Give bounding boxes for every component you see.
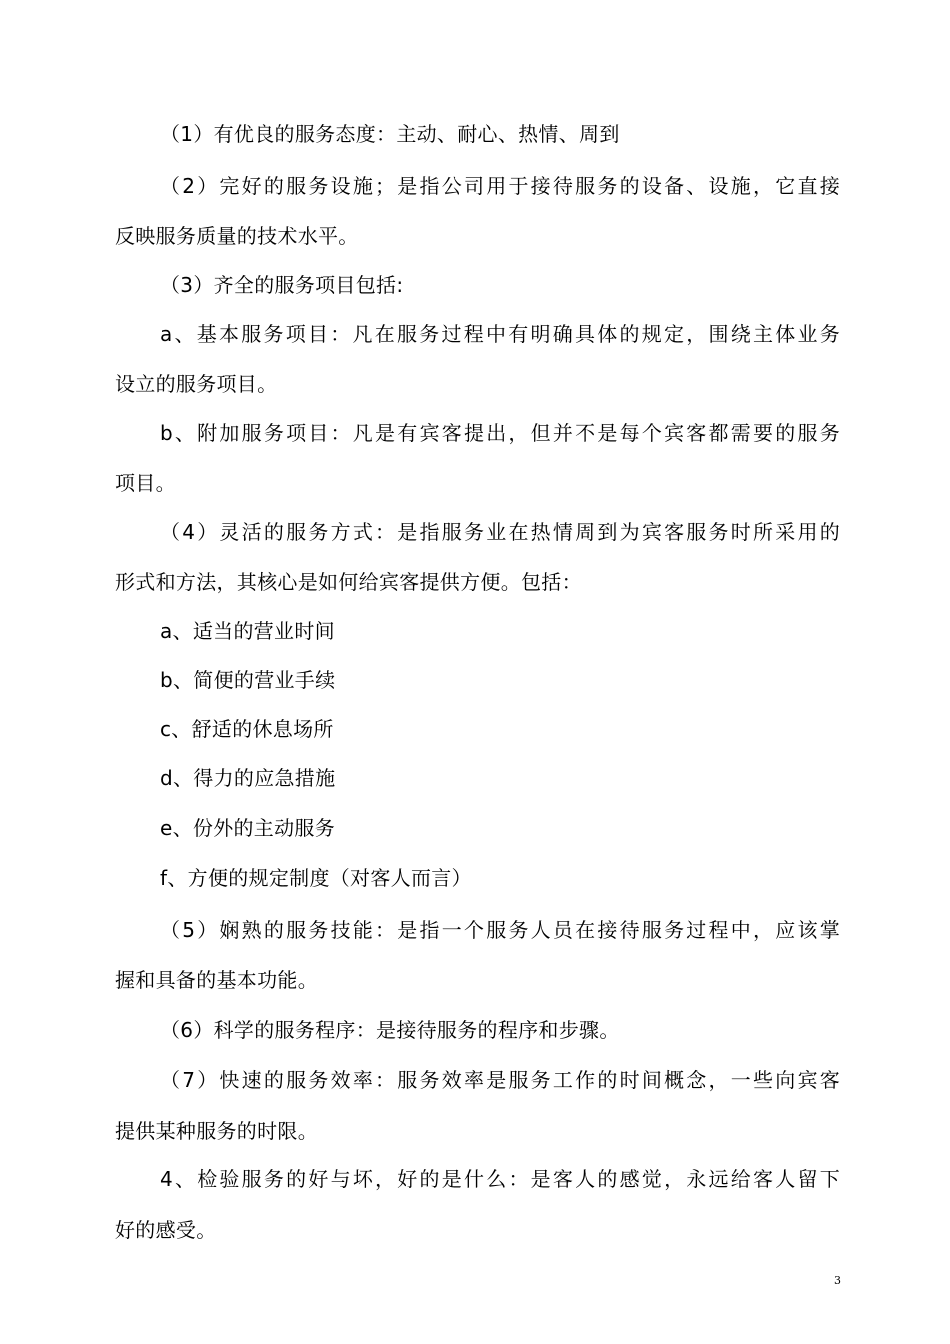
basic-service-items-line-2: 设立的服务项目。 (115, 372, 278, 396)
list-item-convenient-rules: f、方便的规定制度（对客人而言） (160, 866, 472, 890)
paragraph-6-service-procedure: （6）科学的服务程序：是接待服务的程序和步骤。 (160, 1018, 620, 1042)
paragraph-7-service-efficiency-line-2: 提供某种服务的时限。 (115, 1119, 318, 1143)
paragraph-2-service-facilities-line-2: 反映服务质量的技术水平。 (115, 224, 359, 248)
section-4-service-evaluation-line-2: 好的感受。 (115, 1218, 217, 1242)
paragraph-4-service-methods-line-1: （4）灵活的服务方式：是指服务业在热情周到为宾客服务时所采用的 (160, 520, 840, 544)
page-number: 3 (834, 1274, 841, 1287)
list-item-rest-area: c、舒适的休息场所 (160, 717, 334, 741)
list-item-emergency-measures: d、得力的应急措施 (160, 766, 336, 790)
paragraph-1-service-attitude: （1）有优良的服务态度：主动、耐心、热情、周到 (160, 122, 620, 146)
paragraph-5-service-skills-line-1: （5）娴熟的服务技能：是指一个服务人员在接待服务过程中，应该掌 (160, 918, 840, 942)
paragraph-7-service-efficiency-line-1: （7）快速的服务效率：服务效率是服务工作的时间概念，一些向宾客 (160, 1068, 840, 1092)
list-item-business-hours: a、适当的营业时间 (160, 619, 335, 643)
section-4-service-evaluation-line-1: 4、检验服务的好与坏，好的是什么：是客人的感觉，永远给客人留下 (160, 1167, 840, 1191)
list-item-proactive-service: e、份外的主动服务 (160, 816, 336, 840)
additional-service-items-line-2: 项目。 (115, 471, 176, 495)
paragraph-4-service-methods-line-2: 形式和方法，其核心是如何给宾客提供方便。包括： (115, 570, 582, 594)
basic-service-items-line-1: a、基本服务项目：凡在服务过程中有明确具体的规定，围绕主体业务 (160, 322, 840, 346)
additional-service-items-line-1: b、附加服务项目：凡是有宾客提出，但并不是每个宾客都需要的服务 (160, 421, 840, 445)
list-item-business-procedures: b、简便的营业手续 (160, 668, 336, 692)
paragraph-2-service-facilities-line-1: （2）完好的服务设施；是指公司用于接待服务的设备、设施，它直接 (160, 174, 840, 198)
paragraph-5-service-skills-line-2: 握和具备的基本功能。 (115, 968, 318, 992)
paragraph-3-service-items: （3）齐全的服务项目包括: (160, 273, 404, 297)
